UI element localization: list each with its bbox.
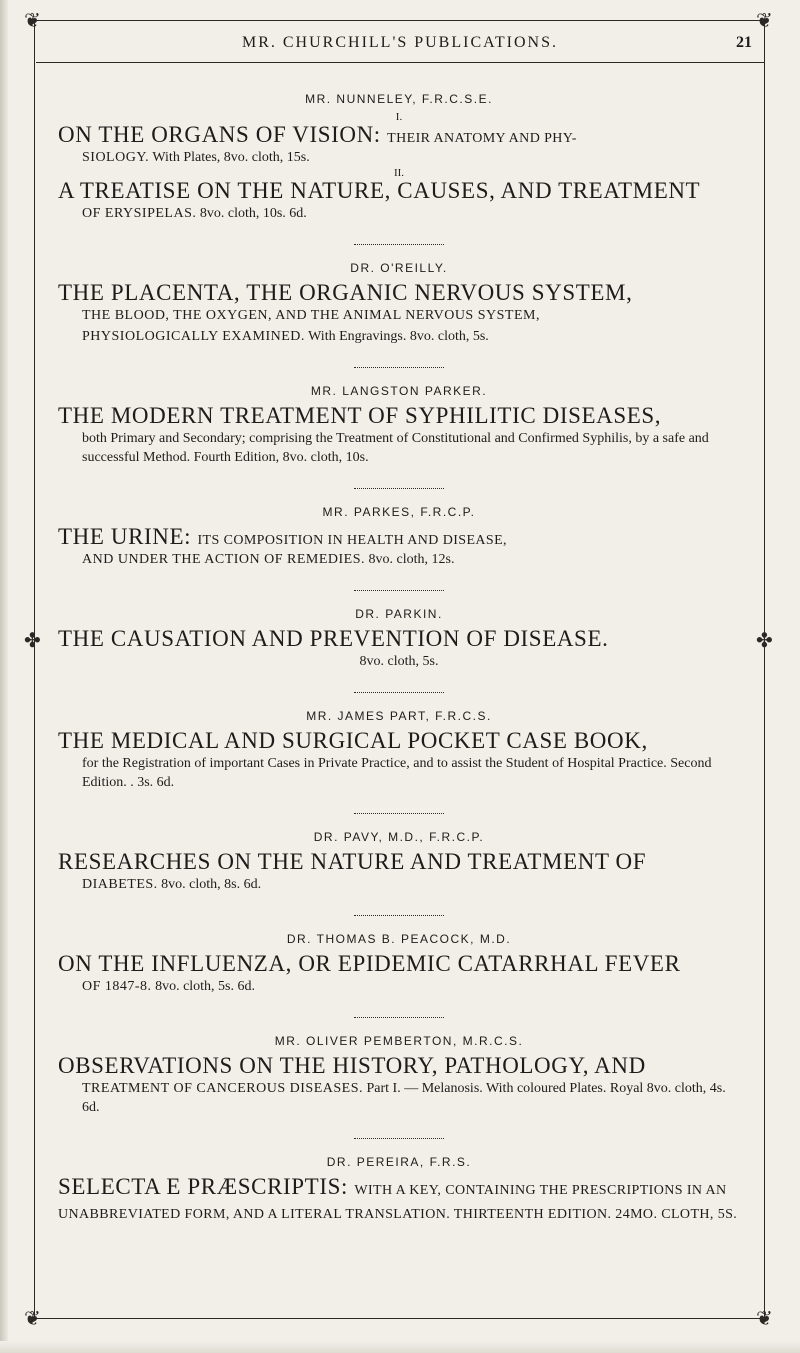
corner-ornament-icon: ❦	[24, 1306, 41, 1330]
frame-top-rule	[36, 20, 764, 21]
book-details: With Plates, 8vo. cloth, 15s.	[152, 150, 310, 166]
side-ornament-icon: ✤	[756, 628, 773, 652]
book-details: 8vo. cloth, 5s. 6d.	[155, 979, 256, 995]
book-description	[58, 1080, 740, 1118]
author-heading: MR. OLIVER PEMBERTON, M.R.C.S.	[274, 1033, 524, 1048]
book-title: THE PLACENTA, THE ORGANIC NERVOUS SYSTEM,	[58, 280, 633, 306]
publication-list	[58, 92, 740, 1223]
book-title-main: SELECTA E PRÆSCRIPTIS:	[58, 1173, 348, 1199]
book-title: ON THE INFLUENZA, OR EPIDEMIC CATARRHAL FEVER	[58, 950, 681, 976]
section-divider	[354, 240, 444, 245]
book-details: WITH A KEY, CONTAINING THE PRESCRIPTIONS IN AN UNABBREVIATED FORM, AND A LITERAL TRANSLATION. THIRTEENTH EDITION. 24MO. CLOTH, 5S.	[58, 1182, 738, 1223]
section-divider	[354, 484, 444, 489]
book-title-rest: THEIR ANATOMY AND PHY-	[387, 131, 577, 146]
volume-numeral: II.	[393, 167, 405, 180]
section-divider	[354, 586, 444, 591]
page-gutter-shadow	[0, 0, 8, 1353]
publication-section	[58, 92, 740, 224]
corner-ornament-icon: ❦	[756, 8, 773, 32]
author-heading: DR. O'REILLY.	[350, 261, 448, 276]
section-divider	[354, 1013, 444, 1018]
book-title: OBSERVATIONS ON THE HISTORY, PATHOLOGY, AND	[58, 1052, 646, 1078]
author-heading: MR. LANGSTON PARKER.	[310, 383, 488, 398]
section-divider	[354, 688, 444, 693]
publication-section	[58, 932, 740, 997]
book-description	[58, 149, 740, 168]
volume-numeral: I.	[395, 111, 403, 123]
section-divider	[354, 363, 444, 368]
book-title-continued: PHYSIOLOGICALLY EXAMINED.	[82, 329, 305, 345]
book-title	[58, 123, 740, 147]
section-divider	[354, 911, 444, 916]
book-title-rest: ITS COMPOSITION IN HEALTH AND DISEASE,	[197, 532, 507, 548]
book-description	[58, 978, 740, 997]
frame-bottom-rule	[36, 1318, 764, 1319]
publication-section	[58, 1155, 740, 1223]
frame-header-rule	[36, 62, 764, 63]
publication-section	[58, 1034, 740, 1118]
book-description	[58, 876, 740, 895]
book-details: With Engravings. 8vo. cloth, 5s.	[308, 329, 489, 345]
publication-section	[58, 261, 740, 347]
book-title: THE MODERN TREATMENT OF SYPHILITIC DISEASES,	[58, 402, 662, 428]
frame-left-rule	[34, 20, 35, 1318]
page-number: 21	[736, 34, 752, 51]
corner-ornament-icon: ❦	[24, 8, 41, 32]
page-bottom-shadow	[0, 1341, 800, 1353]
section-divider	[354, 809, 444, 814]
author-heading: DR. PEREIRA, F.R.S.	[326, 1154, 472, 1169]
book-title-continued: OF ERYSIPELAS.	[82, 206, 197, 222]
book-title-continued: DIABETES.	[82, 877, 158, 893]
corner-ornament-icon: ❦	[756, 1306, 773, 1330]
running-title: MR. CHURCHILL'S PUBLICATIONS.	[241, 34, 559, 51]
book-details: 8vo. cloth, 5s.	[359, 654, 439, 670]
book-details: both Primary and Secondary; comprising the Treatment of Constitutional and Confirmed Syphilis, by a safe and successful Method. Fourth Edition, 8vo. cloth, 10s.	[82, 431, 709, 466]
book-title: A TREATISE ON THE NATURE, CAUSES, AND TREATMENT	[58, 178, 701, 204]
author-heading: DR. THOMAS B. PEACOCK, M.D.	[286, 931, 512, 946]
book-title-continued: SIOLOGY.	[82, 150, 150, 166]
book-description	[58, 205, 740, 224]
author-heading: DR. PARKIN.	[355, 606, 443, 621]
frame-right-rule	[764, 20, 765, 1318]
publication-section	[58, 830, 740, 895]
author-heading: DR. PAVY, M.D., F.R.C.P.	[313, 829, 485, 844]
side-ornament-icon: ✤	[24, 628, 41, 652]
section-divider	[354, 1134, 444, 1139]
publication-section	[58, 384, 740, 468]
book-description	[58, 328, 740, 347]
author-heading: MR. PARKES, F.R.C.P.	[322, 504, 476, 519]
book-title-continued: AND UNDER THE ACTION OF REMEDIES.	[82, 552, 366, 568]
book-title: RESEARCHES ON THE NATURE AND TREATMENT OF	[58, 848, 647, 874]
book-description	[58, 551, 740, 570]
book-title-main: THE URINE:	[58, 523, 192, 549]
book-title	[58, 1175, 740, 1223]
author-heading: MR. NUNNELEY, F.R.C.S.E.	[305, 92, 493, 106]
book-title-continued: OF 1847-8.	[82, 979, 152, 995]
publication-section	[58, 709, 740, 793]
publication-section	[58, 607, 740, 672]
book-details: 8vo. cloth, 12s.	[368, 552, 455, 568]
book-title	[58, 525, 740, 549]
book-title-continued: TREATMENT OF CANCEROUS DISEASES.	[82, 1081, 363, 1097]
book-details: 8vo. cloth, 8s. 6d.	[161, 877, 262, 893]
book-details: Part I. — Melanosis. With coloured Plates. Royal 8vo. cloth, 4s. 6d.	[82, 1081, 726, 1115]
book-title: THE CAUSATION AND PREVENTION OF DISEASE.	[58, 625, 609, 651]
book-title-main: ON THE ORGANS OF VISION:	[58, 122, 381, 147]
publication-section	[58, 505, 740, 570]
book-details: 8vo. cloth, 10s. 6d.	[199, 206, 307, 222]
book-details: for the Registration of important Cases in Private Practice, and to assist the Student of Hospital Practice. Second Edition. . 3s. 6d.	[82, 756, 712, 790]
book-title: THE MEDICAL AND SURGICAL POCKET CASE BOOK,	[58, 727, 648, 753]
book-title-continued: THE BLOOD, THE OXYGEN, AND THE ANIMAL NERVOUS SYSTEM,	[82, 308, 540, 324]
author-heading: MR. JAMES PART, F.R.C.S.	[306, 708, 492, 723]
